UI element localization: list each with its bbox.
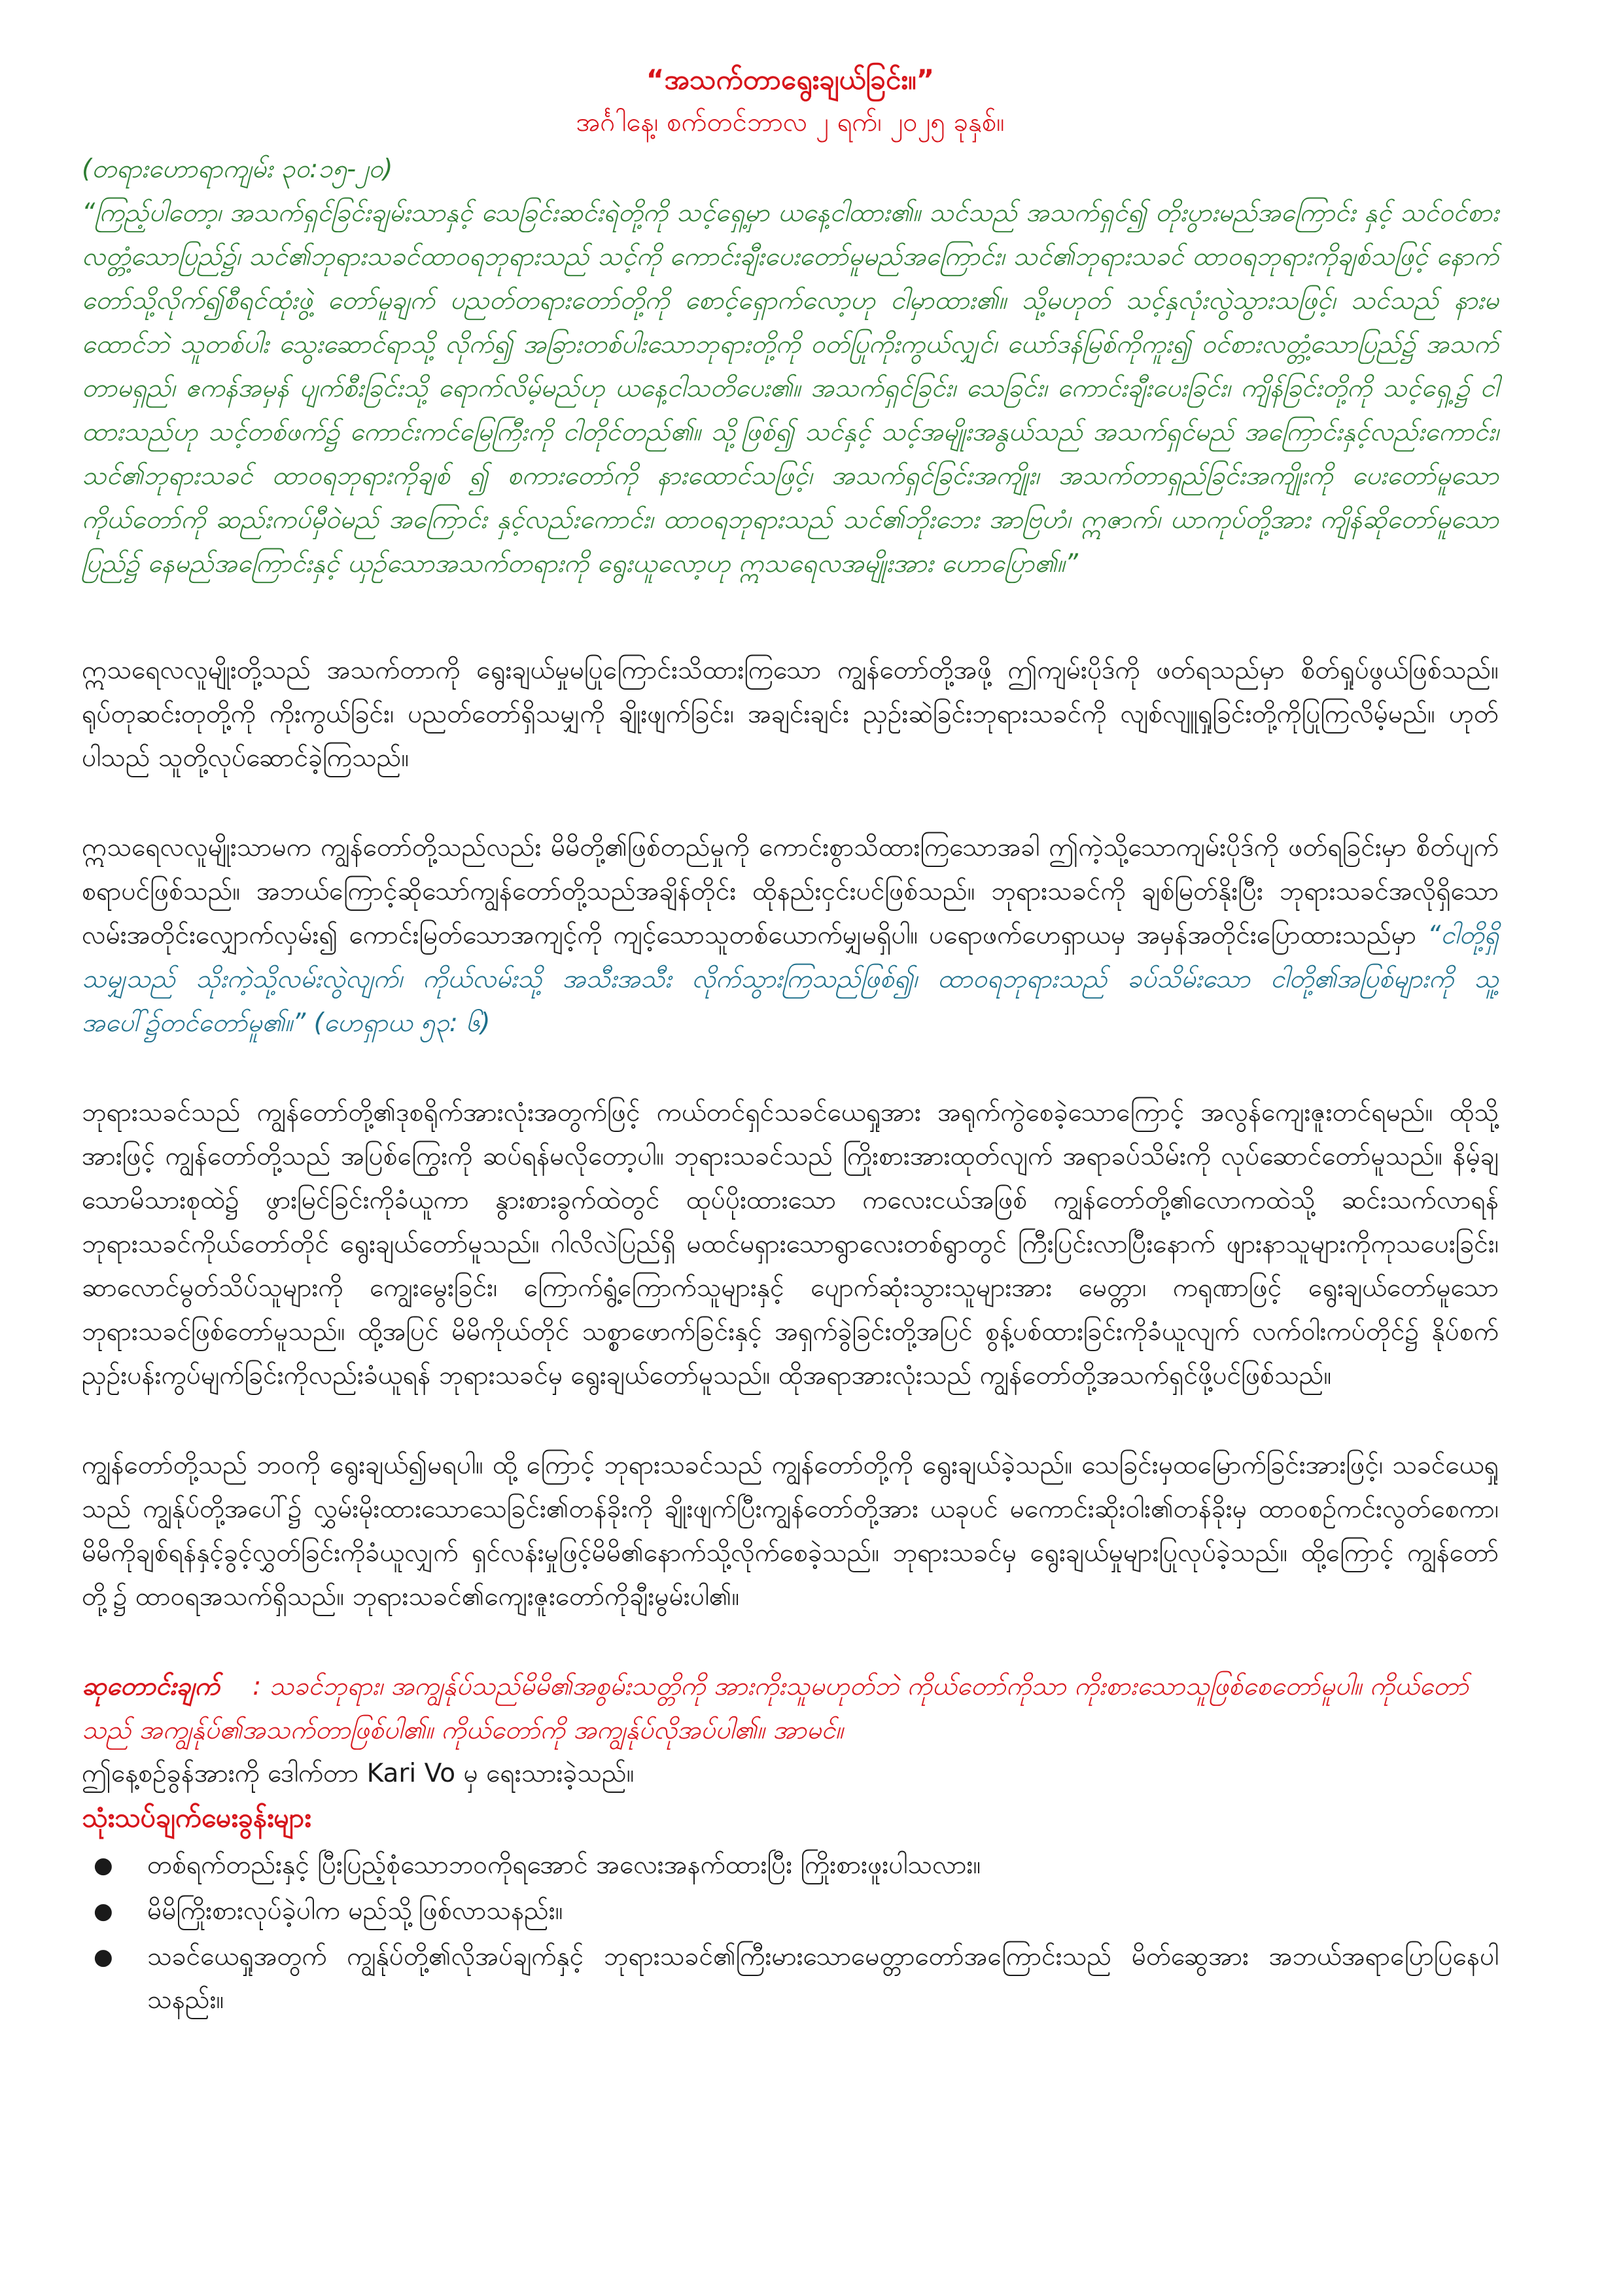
bullet-icon: ● xyxy=(94,1944,113,1970)
scripture-reference: (တရားဟောရာကျမ်း ၃၀:၁၅-၂၀) xyxy=(82,154,393,184)
prayer-section xyxy=(82,1665,1499,1752)
scripture-quote: “ကြည့်ပါတော့၊ အသက်ရှင်ခြင်းချမ်းသာနှင့် သေခြင်းဆင်းရဲတို့ကို သင့်ရှေ့မှာ ယနေ့ငါထား၏။ သင်သည် အသက်ရှင်၍ တိုးပွားမည်အကြောင်း နှင့် သင်ဝင်စားလတ္တံ့သောပြည်၌၊ သင်၏ဘုရားသခင်ထာဝရဘုရားသည် သင့်ကို ကောင်းချီးပေးတော်မူမည်အကြောင်း၊ သင်၏ဘုရားသခင် ထာဝရဘုရားကိုချစ်သဖြင့် နောက်တော်သို့လိုက်၍စီရင်ထုံးဖွဲ့ တော်မူချက် ပညတ်တရားတော်တို့ကို စောင့်ရှောက်လော့ဟု ငါမှာထား၏။ သို့မဟုတ် သင့်နှလုံးလွဲသွားသဖြင့်၊ သင်သည် နားမထောင်ဘဲ သူတစ်ပါး သွေးဆောင်ရာသို့ လိုက်၍ အခြားတစ်ပါးသောဘုရားတို့ကို ဝတ်ပြုကိုးကွယ်လျှင်၊ ယော်ဒန်မြစ်ကိုကူး၍ ဝင်စားလတ္တံ့သောပြည်၌ အသက်တာမရှည်၊ ဧကန်အမှန် ပျက်စီးခြင်းသို့ ရောက်လိမ့်မည်ဟု ယနေ့ငါသတိပေး၏။ အသက်ရှင်ခြင်း၊ သေခြင်း၊ ကောင်းချီးပေးခြင်း၊ ကျိန်ခြင်းတို့ကို သင့်ရှေ့၌ ငါထားသည်ဟု သင့်တစ်ဖက်၌ ကောင်းကင်မြေကြီးကို ငါတိုင်တည်၏။ သို့ဖြစ်၍ သင်နှင့် သင့်အမျိုးအနွယ်သည် အသက်ရှင်မည် အကြောင်းနှင့်လည်းကောင်း၊ သင်၏ဘုရားသခင် ထာဝရဘုရားကိုချစ် ၍ စကားတော်ကို နားထောင်သဖြင့်၊ အသက်ရှင်ခြင်းအကျိုး၊ အသက်တာရှည်ခြင်းအကျိုးကို ပေးတော်မူသော ကိုယ်တော်ကို ဆည်းကပ်မှီဝဲမည် အကြောင်း နှင့်လည်းကောင်း၊ ထာဝရဘုရားသည် သင်၏ဘိုးဘေး အာဗြဟံ၊ ဣဇာက်၊ ယာကုပ်တို့အား ကျိန်ဆိုတော်မူသောပြည်၌ နေမည်အကြောင်းနှင့် ယှဉ်သောအသက်တရားကို ရွေးယူလော့ဟု ဣသရေလအမျိုးအား ဟောပြော၏။” xyxy=(82,198,1499,578)
body-paragraph-1: ဣသရေလလူမျိုးတို့သည် အသက်တာကို ရွေးချယ်မှုမပြုကြောင်းသိထားကြသော ကျွန်တော်တို့အဖို့ ဤကျမ်းပိုဒ်ကို ဖတ်ရသည်မှာ စိတ်ရှုပ်ဖွယ်ဖြစ်သည်။ ရုပ်တုဆင်းတုတို့ကို ကိုးကွယ်ခြင်း၊ ပညတ်တော်ရှိသမျှကို ချိုးဖျက်ခြင်း၊ အချင်းချင်း ညှဉ်းဆဲခြင်းဘုရားသခင်ကို လျစ်လျူရှုခြင်းတို့ကိုပြုကြလိမ့်မည်။ ဟုတ်ပါသည် သူတို့လုပ်ဆောင်ခဲ့ကြသည်။ xyxy=(82,656,1499,773)
body-paragraph-4: ကျွန်တော်တို့သည် ဘဝကို ရွေးချယ်၍မရပါ။ ထို့ ကြောင့် ဘုရားသခင်သည် ကျွန်တော်တို့ကို ရွေးချယ်ခဲ့သည်။ သေခြင်းမှထမြောက်ခြင်းအားဖြင့်၊ သခင်ယေရှုသည် ကျွန်ုပ်တို့အပေါ်၌ လွှမ်းမိုးထားသောသေခြင်း၏တန်ခိုးကို ချိုးဖျက်ပြီးကျွန်တော်တို့အား ယခုပင် မကောင်းဆိုးဝါး၏တန်ခိုးမှ ထာဝစဉ်ကင်းလွတ်စေကာ၊ မိမိကိုချစ်ရန်နှင့်ခွင့်လွှတ်ခြင်းကိုခံယူလျှက် ရှင်လန်းမှုဖြင့်မိမိ၏နောက်သို့လိုက်စေခဲ့သည်။ ဘုရားသခင်မှ ရွေးချယ်မှုများပြုလုပ်ခဲ့သည်။ ထို့ကြောင့် ကျွန်တော်တို့၌ ထာဝရအသက်ရှိသည်။ ဘုရားသခင်၏ကျေးဇူးတော်ကိုချီးမွမ်းပါ၏။ xyxy=(82,1451,1499,1612)
isaiah-verse-quote: “ငါတို့ရှိသမျှသည် သိုးကဲ့သို့လမ်းလွဲလျက်၊ ကိုယ်လမ်းသို့ အသီးအသီး လိုက်သွားကြသည်ဖြစ်၍၊ ထာဝရဘုရားသည် ခပ်သိမ်းသော ငါတို့၏အပြစ်များကို သူ့အပေါ်၌တင်တော်မူ၏။” (ဟေရှာယ ၅၃: ၆) xyxy=(82,921,1499,1038)
prayer-text: သခင်ဘုရား၊ အကျွန်ုပ်သည်မိမိ၏အစွမ်းသတ္တိကို အားကိုးသူမဟုတ်ဘဲ ကိုယ်တော်ကိုသာ ကိုးစားသောသူဖြစ်စေတော်မူပါ။ ကိုယ်တော်သည် အကျွန်ုပ်၏အသက်တာဖြစ်ပါ၏။ ကိုယ်တော်ကို အကျွန်ုပ်လိုအပ်ပါ၏။ အာမင်။ xyxy=(82,1672,1469,1745)
bullet-icon: ● xyxy=(94,1898,113,1924)
question-text: တစ်ရက်တည်းနှင့် ပြီးပြည့်စုံသောဘဝကိုရအောင် အလေးအနက်ထားပြီး ကြိုးစားဖူးပါသလား။ xyxy=(147,1850,981,1880)
body-paragraph-2-intro: ဣသရေလလူမျိုးသာမက ကျွန်တော်တို့သည်လည်း မိမိတို့၏ဖြစ်တည်မှုကို ကောင်းစွာသိထားကြသောအခါ ဤကဲ့သို့သောကျမ်းပိုဒ်ကို ဖတ်ရခြင်းမှာ စိတ်ပျက်စရာပင်ဖြစ်သည်။ အဘယ်ကြောင့်ဆိုသော်ကျွန်တော်တို့သည်အချိန်တိုင်း ထိုနည်းငှင်းပင်ဖြစ်သည်။ ဘုရားသခင်ကို ချစ်မြတ်နိုးပြီး ဘုရားသခင်အလိုရှိသောလမ်းအတိုင်းလျှောက်လှမ်း၍ ကောင်းမြတ်သောအကျင့်ကို ကျင့်သောသူတစ်ယောက်မျှမရှိပါ။ ပရောဖက်ဟေရှာယမှ အမှန်အတိုင်းပြောထားသည်မှာ xyxy=(82,833,1499,950)
question-item xyxy=(82,1935,1499,2022)
question-item xyxy=(82,1844,1499,1887)
question-text: သခင်ယေရှုအတွက် ကျွန်ုပ်တို့၏လိုအပ်ချက်နှင့် ဘုရားသခင်၏ကြီးမားသောမေတ္တာတော်အကြောင်းသည် မိတ်ဆွေအား အဘယ်အရာပြောပြနေပါသနည်း။ xyxy=(147,1942,1499,2015)
question-text: မိမိကြိုးစားလုပ်ခဲ့ပါက မည်သို့ဖြစ်လာသနည်း။ xyxy=(147,1896,563,1926)
bullet-icon: ● xyxy=(94,1852,113,1879)
page-title: “အသက်တာရွေးချယ်ခြင်း။” xyxy=(646,63,935,96)
body-paragraph-2 xyxy=(82,826,1499,1045)
questions-list xyxy=(82,1844,1499,2022)
prayer-label: ဆုတောင်းချက် xyxy=(82,1672,220,1701)
question-item xyxy=(82,1890,1499,1933)
questions-heading: သုံးသပ်ချက်မေးခွန်းများ xyxy=(82,1802,311,1833)
prayer-separator: : xyxy=(253,1672,262,1701)
page-date: အင်္ဂါနေ့၊ စက်တင်ဘာလ ၂ ရက်၊ ၂၀၂၅ ခုနှစ်။ xyxy=(576,107,1005,137)
author-credit: ဤနေ့စဉ်ခွန်အားကို ဒေါက်တာ Kari Vo မှ ရေးသားခဲ့သည်။ xyxy=(82,1759,635,1788)
body-paragraph-3: ဘုရားသခင်သည် ကျွန်တော်တို့၏ဒုစရိုက်အားလုံးအတွက်ဖြင့် ကယ်တင်ရှင်သခင်ယေရှုအား အရုက်ကွဲစေခဲ့သောကြောင့် အလွန်ကျေးဇူးတင်ရမည်။ ထိုသို့အားဖြင့် ကျွန်တော်တို့သည် အပြစ်ကြွေးကို ဆပ်ရန်မလိုတော့ပါ။ ဘုရားသခင်သည် ကြိုးစားအားထုတ်လျက် အရာခပ်သိမ်းကို လုပ်ဆောင်တော်မူသည်။ နိမ့်ချသောမိသားစုထဲ၌ ဖွားမြင်ခြင်းကိုခံယူကာ နွားစားခွက်ထဲတွင် ထုပ်ပိုးထားသော ကလေးငယ်အဖြစ် ကျွန်တော်တို့၏လောကထဲသို့ ဆင်းသက်လာရန် ဘုရားသခင်ကိုယ်တော်တိုင် ရွေးချယ်တော်မူသည်။ ဂါလိလဲပြည်ရှိ မထင်မရှားသောရွာလေးတစ်ရွာတွင် ကြီးပြင်းလာပြီးနောက် ဖျားနာသူများကိုကုသပေးခြင်း၊ ဆာလောင်မွတ်သိပ်သူများကို ကျွေးမွေးခြင်း၊ ကြောက်ရွံ့ကြောက်သူများနှင့် ပျောက်ဆုံးသွားသူများအား မေတ္တာ၊ ကရုဏာဖြင့် ရွေးချယ်တော်မူသော ဘုရားသခင်ဖြစ်တော်မူသည်။ ထို့အပြင် မိမိကိုယ်တိုင် သစ္စာဖောက်ခြင်းနှင့် အရှက်ခွဲခြင်းတို့အပြင် စွန့်ပစ်ထားခြင်းကိုခံယူလျက် လက်ဝါးကပ်တိုင်၌ နိုပ်စက်ညှဉ်းပန်းကွပ်မျက်ခြင်းကိုလည်းခံယူရန် ဘုရားသခင်မှ ရွေးချယ်တော်မူသည်။ ထိုအရာအားလုံးသည် ကျွန်တော်တို့အသက်ရှင်ဖို့ပင်ဖြစ်သည်။ xyxy=(82,1098,1499,1390)
